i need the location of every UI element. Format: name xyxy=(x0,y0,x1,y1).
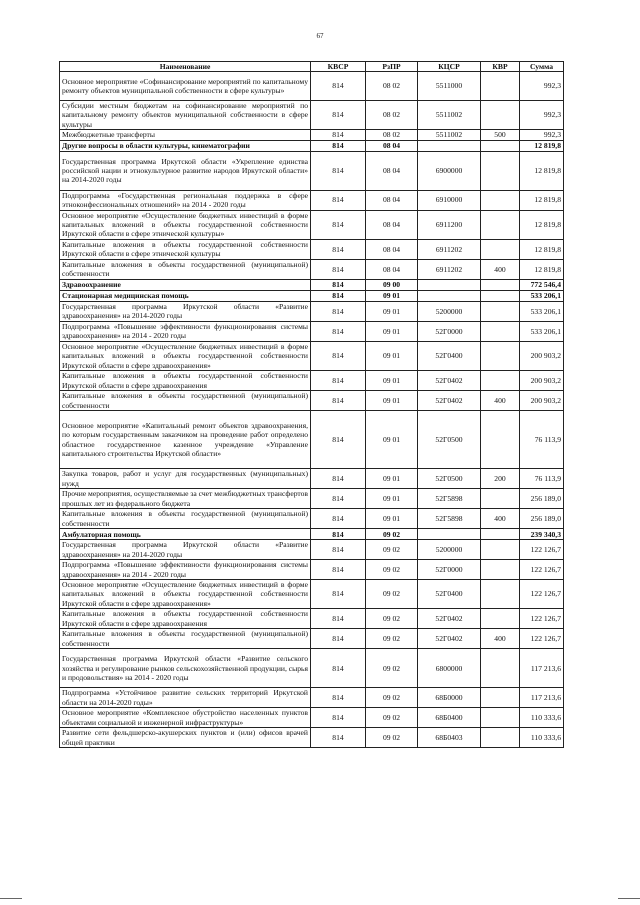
cell-kcsr: 6800000 xyxy=(418,649,481,688)
cell-rzpr: 08 04 xyxy=(366,239,418,259)
cell-name: Капитальные вложения в объекты государственной (муниципальной) собственности xyxy=(60,509,311,529)
cell-name: Субсидии местным бюджетам на софинансирование мероприятий по капитальному ремонту объектов муниципальной собственности в сфере культуры xyxy=(60,101,311,130)
cell-rzpr: 09 02 xyxy=(366,529,418,540)
cell-kcsr: 52Г0402 xyxy=(418,371,481,391)
cell-kvsr: 814 xyxy=(311,301,366,321)
cell-kvsr: 814 xyxy=(311,190,366,210)
cell-sum: 992,3 xyxy=(520,72,564,101)
cell-kcsr: 52Г0000 xyxy=(418,560,481,580)
cell-kvsr: 814 xyxy=(311,629,366,649)
cell-kcsr: 68Б0000 xyxy=(418,688,481,708)
cell-kvsr: 814 xyxy=(311,688,366,708)
cell-kvsr: 814 xyxy=(311,321,366,341)
cell-kvsr: 814 xyxy=(311,371,366,391)
cell-rzpr: 09 01 xyxy=(366,301,418,321)
table-row xyxy=(60,279,564,290)
cell-name: Развитие сети фельдшерско-акушерских пунктов и (или) офисов врачей общей практики xyxy=(60,728,311,748)
cell-name: Здравоохранение xyxy=(60,279,311,290)
cell-kvsr: 814 xyxy=(311,509,366,529)
table-row xyxy=(60,560,564,580)
table-row xyxy=(60,301,564,321)
table-row xyxy=(60,130,564,140)
table-row xyxy=(60,688,564,708)
cell-sum: 12 819,8 xyxy=(520,259,564,279)
cell-name: Основное мероприятие «Софинансирование мероприятий по капитальному ремонту объектов муниципальной собственности в сфере культуры» xyxy=(60,72,311,101)
table-row xyxy=(60,708,564,728)
cell-kvsr: 814 xyxy=(311,469,366,489)
cell-rzpr: 09 01 xyxy=(366,371,418,391)
cell-kvr xyxy=(481,708,520,728)
cell-kvr xyxy=(481,489,520,509)
table-row xyxy=(60,609,564,629)
cell-kcsr: 52Г0400 xyxy=(418,341,481,370)
column-header-kvr: КВР xyxy=(481,62,520,72)
cell-kcsr: 52Г0402 xyxy=(418,609,481,629)
cell-sum: 12 819,8 xyxy=(520,151,564,190)
cell-sum: 200 903,2 xyxy=(520,391,564,411)
cell-kvr xyxy=(481,140,520,151)
cell-sum: 992,3 xyxy=(520,101,564,130)
cell-kvsr: 814 xyxy=(311,140,366,151)
cell-name: Амбулаторная помощь xyxy=(60,529,311,540)
table-row xyxy=(60,371,564,391)
cell-kcsr: 6900000 xyxy=(418,151,481,190)
cell-kvr xyxy=(481,728,520,748)
cell-kvr xyxy=(481,341,520,370)
table-row xyxy=(60,210,564,239)
table-row xyxy=(60,529,564,540)
cell-kvr xyxy=(481,540,520,560)
cell-kvsr: 814 xyxy=(311,279,366,290)
column-header-name: Наименование xyxy=(60,62,311,72)
cell-kvsr: 814 xyxy=(311,391,366,411)
cell-rzpr: 08 04 xyxy=(366,140,418,151)
cell-kvsr: 814 xyxy=(311,649,366,688)
cell-rzpr: 09 01 xyxy=(366,341,418,370)
cell-name: Основное мероприятие «Капитальный ремонт объектов здравоохранения, по которым государственным заказчиком на проведение работ определено областное государственное казенное учреждение «Управление капитального строительства Иркутской области» xyxy=(60,411,311,469)
cell-kvsr: 814 xyxy=(311,411,366,469)
cell-sum: 12 819,8 xyxy=(520,210,564,239)
cell-name: Подпрограмма «Повышение эффективности функционирования системы здравоохранения» на 2014 - 2020 годы xyxy=(60,560,311,580)
table-row xyxy=(60,411,564,469)
cell-rzpr: 09 02 xyxy=(366,688,418,708)
cell-kvr xyxy=(481,688,520,708)
cell-kcsr: 52Г0500 xyxy=(418,411,481,469)
cell-name: Подпрограмма «Государственная региональная поддержка в сфере этноконфессиональных отношений» на 2014 - 2020 годы xyxy=(60,190,311,210)
cell-kcsr: 6910000 xyxy=(418,190,481,210)
cell-name: Государственная программа Иркутской области «Развитие здравоохранения» на 2014-2020 годы xyxy=(60,540,311,560)
table-row xyxy=(60,101,564,130)
cell-rzpr: 09 02 xyxy=(366,708,418,728)
column-header-kcsr: КЦСР xyxy=(418,62,481,72)
cell-kvsr: 814 xyxy=(311,151,366,190)
cell-kvsr: 814 xyxy=(311,708,366,728)
cell-kvr xyxy=(481,210,520,239)
cell-kvr xyxy=(481,609,520,629)
cell-kvr xyxy=(481,151,520,190)
cell-name: Основное мероприятие «Комплексное обустройство населенных пунктов объектами социальной и инженерной инфраструктуры» xyxy=(60,708,311,728)
cell-rzpr: 09 01 xyxy=(366,469,418,489)
table-row xyxy=(60,489,564,509)
cell-kvr xyxy=(481,580,520,609)
cell-name: Капитальные вложения в объекты государственной (муниципальной) собственности xyxy=(60,391,311,411)
cell-kcsr: 52Г0500 xyxy=(418,469,481,489)
cell-sum: 117 213,6 xyxy=(520,649,564,688)
cell-kvr: 400 xyxy=(481,259,520,279)
scan-edge-mark xyxy=(0,898,22,899)
cell-kcsr: 52Г0402 xyxy=(418,629,481,649)
cell-sum: 122 126,7 xyxy=(520,540,564,560)
cell-sum: 110 333,6 xyxy=(520,708,564,728)
cell-rzpr: 09 02 xyxy=(366,560,418,580)
cell-kcsr: 6911200 xyxy=(418,210,481,239)
cell-kvr xyxy=(481,411,520,469)
cell-kvsr: 814 xyxy=(311,341,366,370)
cell-kvr xyxy=(481,649,520,688)
cell-kcsr: 52Г5898 xyxy=(418,509,481,529)
table-row xyxy=(60,649,564,688)
cell-rzpr: 09 01 xyxy=(366,411,418,469)
table-row xyxy=(60,190,564,210)
cell-kcsr: 68Б0403 xyxy=(418,728,481,748)
table-row xyxy=(60,72,564,101)
table-row xyxy=(60,469,564,489)
cell-kcsr xyxy=(418,290,481,301)
cell-sum: 533 206,1 xyxy=(520,301,564,321)
cell-name: Государственная программа Иркутской области «Развитие сельского хозяйства и регулирование рынков сельскохозяйственной продукции, сырья и продовольствия» на 2014 - 2020 годы xyxy=(60,649,311,688)
cell-rzpr: 09 00 xyxy=(366,279,418,290)
cell-rzpr: 09 02 xyxy=(366,609,418,629)
cell-kvr: 400 xyxy=(481,509,520,529)
cell-kvsr: 814 xyxy=(311,540,366,560)
cell-kvr: 400 xyxy=(481,391,520,411)
cell-sum: 122 126,7 xyxy=(520,580,564,609)
cell-rzpr: 08 02 xyxy=(366,72,418,101)
cell-kvsr: 814 xyxy=(311,529,366,540)
cell-sum: 200 903,2 xyxy=(520,371,564,391)
cell-kvr xyxy=(481,72,520,101)
cell-kvsr: 814 xyxy=(311,728,366,748)
cell-sum: 12 819,8 xyxy=(520,239,564,259)
cell-name: Прочие мероприятия, осуществляемые за счет межбюджетных трансфертов прошлых лет из федерального бюджета xyxy=(60,489,311,509)
cell-rzpr: 09 02 xyxy=(366,728,418,748)
cell-sum: 122 126,7 xyxy=(520,609,564,629)
cell-kvr xyxy=(481,321,520,341)
cell-sum: 122 126,7 xyxy=(520,560,564,580)
table-row xyxy=(60,540,564,560)
cell-kcsr xyxy=(418,140,481,151)
cell-name: Капитальные вложения в объекты государственной собственности Иркутской области в сфере здравоохранения xyxy=(60,371,311,391)
page-number: 67 xyxy=(316,32,324,40)
cell-kvsr: 814 xyxy=(311,489,366,509)
cell-rzpr: 09 02 xyxy=(366,649,418,688)
cell-kvr xyxy=(481,371,520,391)
cell-name: Основное мероприятие «Осуществление бюджетных инвестиций в форме капитальных вложений в объекты государственной собственности Иркутской области в сфере этнической культуры» xyxy=(60,210,311,239)
cell-sum: 533 206,1 xyxy=(520,290,564,301)
cell-name: Государственная программа Иркутской области «Укрепление единства российской нации и этнокультурное развитие народов Иркутской области» на 2014-2020 годы xyxy=(60,151,311,190)
cell-kvr: 400 xyxy=(481,629,520,649)
cell-kvsr: 814 xyxy=(311,72,366,101)
table-row xyxy=(60,509,564,529)
table-row xyxy=(60,259,564,279)
cell-sum: 76 113,9 xyxy=(520,411,564,469)
cell-name: Государственная программа Иркутской области «Развитие здравоохранения» на 2014-2020 годы xyxy=(60,301,311,321)
cell-kcsr: 5511002 xyxy=(418,101,481,130)
cell-kvr: 500 xyxy=(481,130,520,140)
cell-sum: 533 206,1 xyxy=(520,321,564,341)
cell-sum: 117 213,6 xyxy=(520,688,564,708)
cell-name: Основное мероприятие «Осуществление бюджетных инвестиций в форме капитальных вложений в объекты государственной собственности Иркутской области в сфере здравоохранения» xyxy=(60,341,311,370)
cell-rzpr: 09 02 xyxy=(366,629,418,649)
cell-name: Капитальные вложения в объекты государственной (муниципальной) собственности xyxy=(60,259,311,279)
cell-rzpr: 09 01 xyxy=(366,509,418,529)
scan-edge-mark xyxy=(618,898,640,899)
cell-kcsr: 52Г0400 xyxy=(418,580,481,609)
cell-kvr: 200 xyxy=(481,469,520,489)
cell-kvsr: 814 xyxy=(311,560,366,580)
table-row xyxy=(60,341,564,370)
cell-sum: 256 189,0 xyxy=(520,489,564,509)
cell-name: Капитальные вложения в объекты государственной (муниципальной) собственности xyxy=(60,629,311,649)
cell-kcsr: 68Б0400 xyxy=(418,708,481,728)
cell-name: Другие вопросы в области культуры, кинематографии xyxy=(60,140,311,151)
cell-rzpr: 08 04 xyxy=(366,190,418,210)
cell-sum: 12 819,8 xyxy=(520,140,564,151)
table-row xyxy=(60,140,564,151)
cell-name: Подпрограмма «Повышение эффективности функционирования системы здравоохранения» на 2014 - 2020 годы xyxy=(60,321,311,341)
cell-kvr xyxy=(481,279,520,290)
cell-name: Капитальные вложения в объекты государственной собственности Иркутской области в сфере здравоохранения xyxy=(60,609,311,629)
cell-sum: 200 903,2 xyxy=(520,341,564,370)
cell-sum: 110 333,6 xyxy=(520,728,564,748)
cell-kvsr: 814 xyxy=(311,290,366,301)
cell-sum: 76 113,9 xyxy=(520,469,564,489)
cell-kvsr: 814 xyxy=(311,210,366,239)
table-body xyxy=(60,72,564,748)
column-header-sum: Сумма xyxy=(520,62,564,72)
cell-rzpr: 09 02 xyxy=(366,580,418,609)
cell-kvsr: 814 xyxy=(311,609,366,629)
cell-name: Закупка товаров, работ и услуг для государственных (муниципальных) нужд xyxy=(60,469,311,489)
cell-sum: 239 340,3 xyxy=(520,529,564,540)
column-header-rzpr: РзПР xyxy=(366,62,418,72)
cell-name: Подпрограмма «Устойчивое развитие сельских территорий Иркутской области на 2014-2020 годы» xyxy=(60,688,311,708)
table-row xyxy=(60,321,564,341)
cell-rzpr: 09 01 xyxy=(366,489,418,509)
cell-kvsr: 814 xyxy=(311,101,366,130)
table-row xyxy=(60,290,564,301)
cell-sum: 122 126,7 xyxy=(520,629,564,649)
cell-kvr xyxy=(481,529,520,540)
cell-kcsr xyxy=(418,279,481,290)
cell-sum: 992,3 xyxy=(520,130,564,140)
cell-rzpr: 09 01 xyxy=(366,391,418,411)
cell-rzpr: 08 04 xyxy=(366,259,418,279)
cell-rzpr: 09 01 xyxy=(366,290,418,301)
cell-kvr xyxy=(481,560,520,580)
cell-kvr xyxy=(481,239,520,259)
table-row xyxy=(60,629,564,649)
cell-kcsr xyxy=(418,529,481,540)
table-header-row xyxy=(60,62,564,72)
cell-rzpr: 08 04 xyxy=(366,151,418,190)
cell-sum: 12 819,8 xyxy=(520,190,564,210)
cell-kvsr: 814 xyxy=(311,130,366,140)
table-row xyxy=(60,239,564,259)
cell-kcsr: 5511002 xyxy=(418,130,481,140)
cell-rzpr: 08 02 xyxy=(366,130,418,140)
cell-kcsr: 52Г0000 xyxy=(418,321,481,341)
table-row xyxy=(60,728,564,748)
cell-rzpr: 08 02 xyxy=(366,101,418,130)
cell-name: Капитальные вложения в объекты государственной собственности Иркутской области в сфере этнической культуры xyxy=(60,239,311,259)
cell-name: Межбюджетные трансферты xyxy=(60,130,311,140)
cell-kvsr: 814 xyxy=(311,580,366,609)
cell-rzpr: 09 02 xyxy=(366,540,418,560)
column-header-kvsr: КВСР xyxy=(311,62,366,72)
cell-kcsr: 6911202 xyxy=(418,239,481,259)
cell-kcsr: 5200000 xyxy=(418,540,481,560)
cell-kcsr: 52Г5898 xyxy=(418,489,481,509)
cell-kvsr: 814 xyxy=(311,259,366,279)
cell-kcsr: 5511000 xyxy=(418,72,481,101)
cell-rzpr: 08 04 xyxy=(366,210,418,239)
cell-kvr xyxy=(481,101,520,130)
table-row xyxy=(60,580,564,609)
budget-table xyxy=(59,61,564,748)
cell-sum: 772 546,4 xyxy=(520,279,564,290)
table-row xyxy=(60,391,564,411)
cell-sum: 256 189,0 xyxy=(520,509,564,529)
cell-kvr xyxy=(481,290,520,301)
cell-kvr xyxy=(481,190,520,210)
cell-name: Основное мероприятие «Осуществление бюджетных инвестиций в форме капитальных вложений в объекты государственной собственности Иркутской области в сфере здравоохранения» xyxy=(60,580,311,609)
cell-kvr xyxy=(481,301,520,321)
cell-kcsr: 5200000 xyxy=(418,301,481,321)
table-row xyxy=(60,151,564,190)
cell-name: Стационарная медицинская помощь xyxy=(60,290,311,301)
cell-kvsr: 814 xyxy=(311,239,366,259)
cell-kcsr: 52Г0402 xyxy=(418,391,481,411)
cell-rzpr: 09 01 xyxy=(366,321,418,341)
cell-kcsr: 6911202 xyxy=(418,259,481,279)
